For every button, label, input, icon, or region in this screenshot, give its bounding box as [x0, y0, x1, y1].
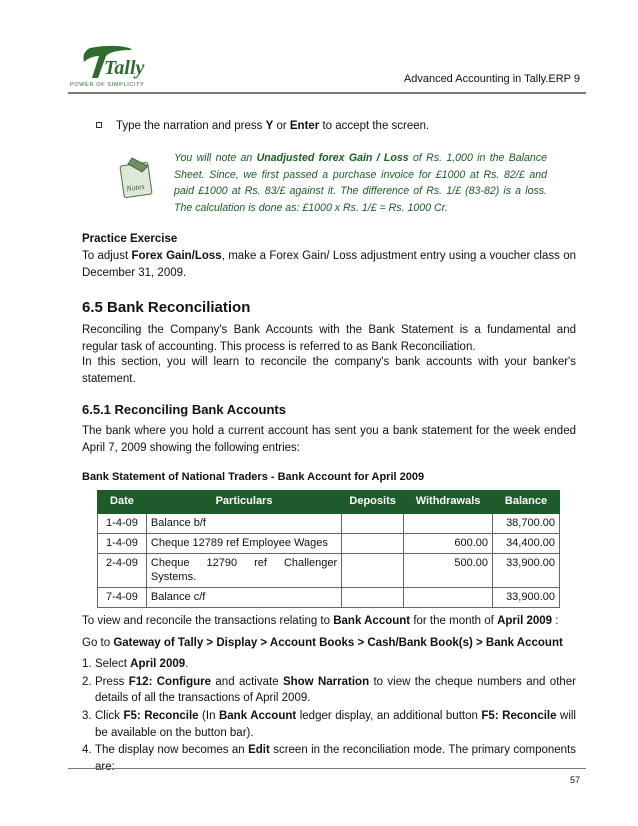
- notes-icon: [118, 156, 156, 200]
- step-text: ledger display, an additional button: [296, 710, 482, 723]
- cell-deposits: [342, 553, 404, 588]
- cell-particulars: Cheque 12789 ref Employee Wages: [146, 533, 341, 553]
- table-row: [98, 588, 560, 608]
- column-header-balance: Balance: [493, 491, 560, 514]
- column-header-withdrawals: Withdrawals: [404, 491, 493, 514]
- goto-instruction: [82, 635, 576, 652]
- cell-deposits: [342, 513, 404, 533]
- table-header-row: [98, 491, 560, 514]
- practice-text-bold: Forex Gain/Loss: [131, 250, 222, 262]
- list-item: [82, 742, 576, 775]
- cell-particulars: Balance c/f: [146, 588, 341, 608]
- bullet-key-enter: Enter: [289, 120, 320, 132]
- table-row: [98, 513, 560, 533]
- cell-deposits: [342, 533, 404, 553]
- cell-particulars: Balance b/f: [146, 513, 341, 533]
- cell-date: 1-4-09: [98, 533, 147, 553]
- bullet-text-pre: Type the narration and press: [116, 120, 266, 132]
- step-bold: F5: Reconcile: [123, 710, 199, 723]
- step-text: to view the cheque numbers and other details of all the transactions of April 2009.: [95, 675, 577, 705]
- view-text-pre: To view and reconcile the transactions relating to: [82, 615, 334, 627]
- practice-exercise-title: Practice Exercise: [82, 233, 178, 245]
- list-item: [82, 708, 576, 741]
- practice-text-pre: To adjust: [82, 250, 132, 262]
- header-title: Advanced Accounting in Tally.ERP 9: [403, 73, 580, 85]
- cell-balance: 33,900.00: [493, 588, 560, 608]
- step-text: The display now becomes an: [95, 744, 249, 757]
- step-text: Click: [95, 710, 124, 723]
- header-divider: [68, 92, 586, 94]
- view-text-mid: for the month of: [410, 615, 498, 627]
- cell-withdrawals: [404, 588, 493, 608]
- steps-list: [82, 656, 576, 777]
- cell-withdrawals: 600.00: [404, 533, 493, 553]
- column-header-deposits: Deposits: [342, 491, 404, 514]
- step-number: 3.: [82, 710, 92, 723]
- practice-text-post: , make a Forex Gain/ Loss adjustment entry using a voucher class on December 31, 2009.: [82, 250, 576, 279]
- cell-withdrawals: [404, 513, 493, 533]
- table-row: [98, 553, 560, 588]
- cell-date: 2-4-09: [98, 553, 147, 588]
- bank-statement-table: [97, 490, 560, 608]
- view-text-bank-account: Bank Account: [333, 615, 411, 627]
- view-text-april: April 2009: [497, 615, 553, 627]
- footer-divider: [68, 768, 586, 769]
- step-bold: F12: Configure: [128, 675, 212, 688]
- logo-wordmark: Tally: [104, 57, 145, 79]
- bullet-key-y: Y: [265, 120, 274, 132]
- step-text: .: [185, 658, 189, 670]
- step-text: (In: [198, 710, 219, 723]
- square-bullet-icon: [96, 122, 102, 128]
- list-item: [82, 674, 576, 707]
- logo-tagline: POWER OF SIMPLICITY: [70, 82, 145, 88]
- cell-withdrawals: 500.00: [404, 553, 493, 588]
- step-bold: Bank Account: [218, 710, 297, 723]
- step-bold: Show Narration: [282, 675, 370, 688]
- step-number: 4.: [82, 744, 92, 757]
- section-paragraph-2: In this section, you will learn to reconcile the company's bank accounts with your banker's statement.: [82, 356, 576, 385]
- step-text: Press: [95, 675, 129, 688]
- section-paragraph-1: Reconciling the Company's Bank Accounts with the Bank Statement is a fundamental and regular task of accounting. This process is referred to as Bank Reconciliation.: [82, 324, 576, 353]
- tally-logo-mark: [68, 44, 178, 92]
- cell-date: 1-4-09: [98, 513, 147, 533]
- subsection-heading: 6.5.1 Reconciling Bank Accounts: [82, 402, 286, 417]
- tally-logo: [68, 44, 178, 92]
- note-text-bold: Unadjusted forex Gain / Loss: [256, 152, 409, 164]
- step-bold: Edit: [248, 744, 270, 757]
- page-number: 57: [569, 775, 580, 785]
- table-row: [98, 533, 560, 553]
- bullet-instruction: [96, 118, 429, 135]
- step-text: will be available on the button bar).: [95, 710, 576, 739]
- view-instruction: [82, 613, 576, 630]
- step-text: screen in the reconciliation mode. The primary components: [273, 744, 576, 757]
- bullet-text-post: to accept the screen.: [319, 120, 430, 132]
- bank-statement-title: Bank Statement of National Traders - Bank Account for April 2009: [82, 471, 425, 483]
- practice-exercise-body: [82, 248, 576, 281]
- cell-balance: 38,700.00: [493, 513, 560, 533]
- goto-menu-path: Gateway of Tally > Display > Account Books > Cash/Bank Book(s) > Bank Account: [113, 637, 563, 649]
- goto-text-pre: Go to: [82, 637, 114, 649]
- step-bold: F5: Reconcile: [481, 710, 557, 723]
- note-paragraph: [174, 150, 547, 217]
- step-number: 1.: [82, 658, 92, 670]
- step-number: 2.: [82, 675, 92, 688]
- step-text: and activate: [211, 675, 283, 688]
- note-text-post: of Rs. 1,000 in the Balance Sheet. Since, we first passed a purchase invoice for £1000 at Rs. 82/£ and paid £1000 at Rs. 83/£ against it. The difference of Rs. 1/£ (83-82) is a loss. The calculation is done as: £1000 x Rs. 1/£ = Rs. 1000 Cr.: [174, 152, 548, 215]
- step-bold: April 2009: [130, 658, 186, 670]
- subsection-paragraph: The bank where you hold a current account has sent you a bank statement for the week ended April 7, 2009 showing the following entries:: [82, 425, 576, 454]
- step-text: Select: [95, 658, 131, 670]
- cell-balance: 33,900.00: [493, 553, 560, 588]
- note-text-pre: You will note an: [174, 152, 257, 164]
- cell-deposits: [342, 588, 404, 608]
- cell-date: 7-4-09: [98, 588, 147, 608]
- section-heading: 6.5 Bank Reconciliation: [82, 299, 251, 316]
- column-header-date: Date: [98, 491, 147, 514]
- notes-icon-label: Notes: [125, 181, 145, 194]
- bullet-text-mid: or: [273, 120, 290, 132]
- column-header-particulars: Particulars: [146, 491, 341, 514]
- cell-particulars: Cheque 12790 ref Challenger Systems.: [146, 553, 341, 588]
- list-item: [82, 656, 576, 673]
- cell-balance: 34,400.00: [493, 533, 560, 553]
- view-text-post: :: [552, 615, 559, 627]
